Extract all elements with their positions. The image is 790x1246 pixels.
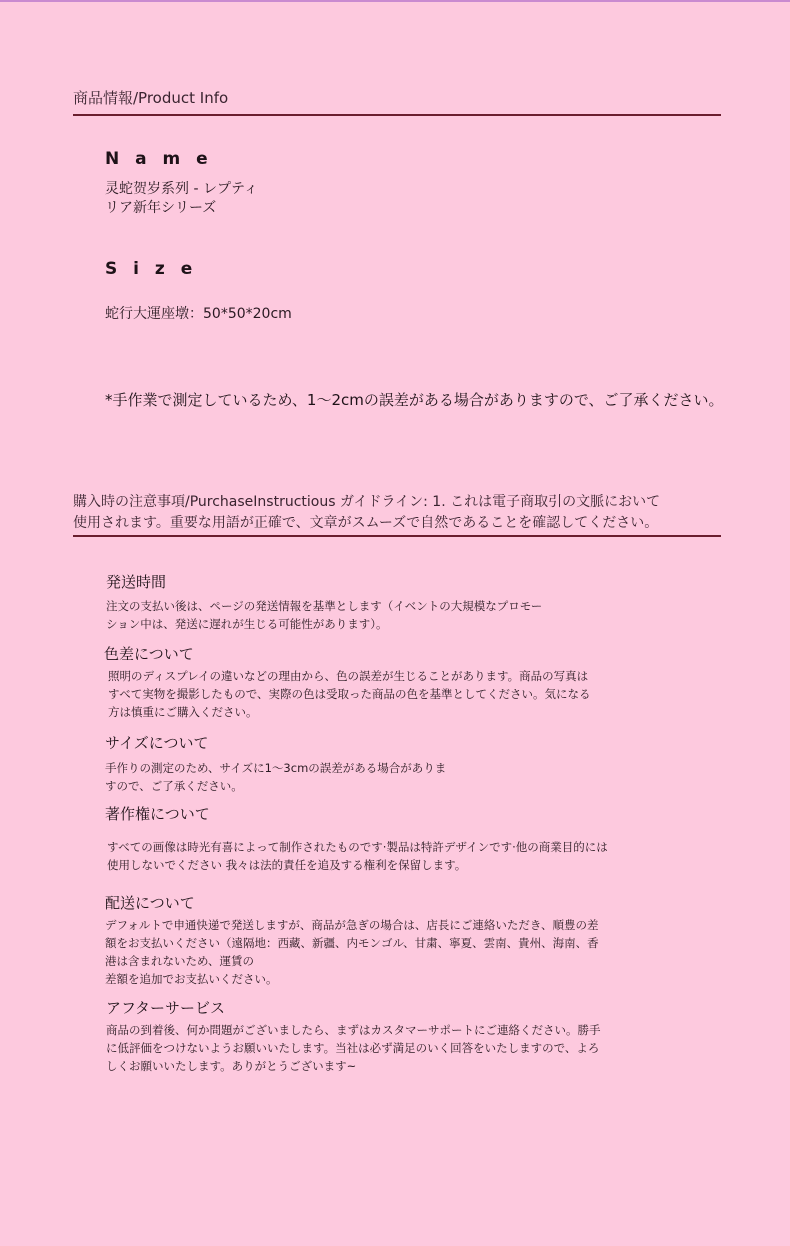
text-line: 使用しないでください 我々は法的責任を追及する権利を保留します。: [107, 858, 467, 872]
text-line: 港は含まれないため、運賃の: [105, 954, 255, 968]
measurement-note: *手作業で測定しているため、1〜2cmの誤差がある場合がありますので、ご了承ください。: [105, 391, 724, 409]
text-line: 額をお支払いください（遠隔地：西藏、新疆、内モンゴル、甘粛、寧夏、雲南、貴州、海南、香: [105, 936, 599, 950]
name-value-line2: リア新年シリーズ: [105, 200, 217, 216]
text-line: しくお願いいたします。ありがとうございます~: [106, 1059, 357, 1073]
name-value-line1: 灵蛇贺岁系列 - レプティ: [105, 181, 258, 197]
size-body: [105, 759, 635, 795]
purchase-divider: [73, 535, 721, 537]
color-difference-body: [108, 667, 638, 721]
shipping-time-body: [106, 597, 636, 633]
text-line: 手作りの測定のため、サイズに1〜3cmの誤差がある場合がありま: [105, 761, 447, 775]
product-info-title: 商品情報/Product Info: [73, 89, 229, 107]
text-line: ション中は、発送に遅れが生じる可能性があります）。: [106, 617, 388, 631]
text-line: 差額を追加でお支払いください。: [105, 972, 278, 986]
size-heading: サイズについて: [105, 734, 209, 752]
copyright-heading: 著作権について: [105, 805, 210, 823]
delivery-body: [105, 916, 635, 988]
purchase-title-line1: 購入時の注意事項/PurchaseInstructious ガイドライン: 1. これは電子商取引の文脈において: [73, 494, 661, 510]
size-label: S i z e: [105, 259, 198, 279]
text-line: すので、ご了承ください。: [105, 779, 243, 793]
color-difference-heading: 色差について: [104, 645, 194, 663]
copyright-body: [107, 838, 637, 874]
delivery-heading: 配送について: [105, 894, 195, 912]
size-value: 蛇行大運座墩：50*50*20cm: [105, 306, 292, 322]
after-sales-heading: アフターサービス: [106, 999, 225, 1017]
text-line: すべての画像は時光有喜によって制作されたものです·製品は特許デザインです·他の商業目的には: [107, 840, 608, 854]
top-border: [0, 0, 790, 2]
text-line: デフォルトで申通快递で発送しますが、商品が急ぎの場合は、店長にご連絡いただき、順豊の差: [105, 918, 599, 932]
text-line: 照明のディスプレイの違いなどの理由から、色の誤差が生じることがあります。商品の写真は: [108, 669, 589, 683]
purchase-title-line2: 使用されます。重要な用語が正確で、文章がスムーズで自然であることを確認してください。: [73, 515, 659, 531]
shipping-time-heading: 発送時間: [106, 573, 167, 591]
text-line: 注文の支払い後は、ページの発送情報を基準とします（イベントの大規模なプロモー: [106, 599, 543, 613]
purchase-title: [73, 492, 723, 534]
text-line: 方は慎重にご購入ください。: [108, 705, 258, 719]
after-sales-body: [106, 1021, 636, 1075]
text-line: に低評価をつけないようお願いいたします。当社は必ず満足のいく回答をいたしますので、よろ: [106, 1041, 600, 1055]
text-line: すべて実物を撮影したもので、実際の色は受取った商品の色を基準としてください。気になる: [108, 687, 591, 701]
name-label: N a m e: [105, 149, 213, 169]
product-info-divider: [73, 114, 721, 116]
text-line: 商品の到着後、何か問題がございましたら、まずはカスタマーサポートにご連絡ください。勝手: [106, 1023, 601, 1037]
